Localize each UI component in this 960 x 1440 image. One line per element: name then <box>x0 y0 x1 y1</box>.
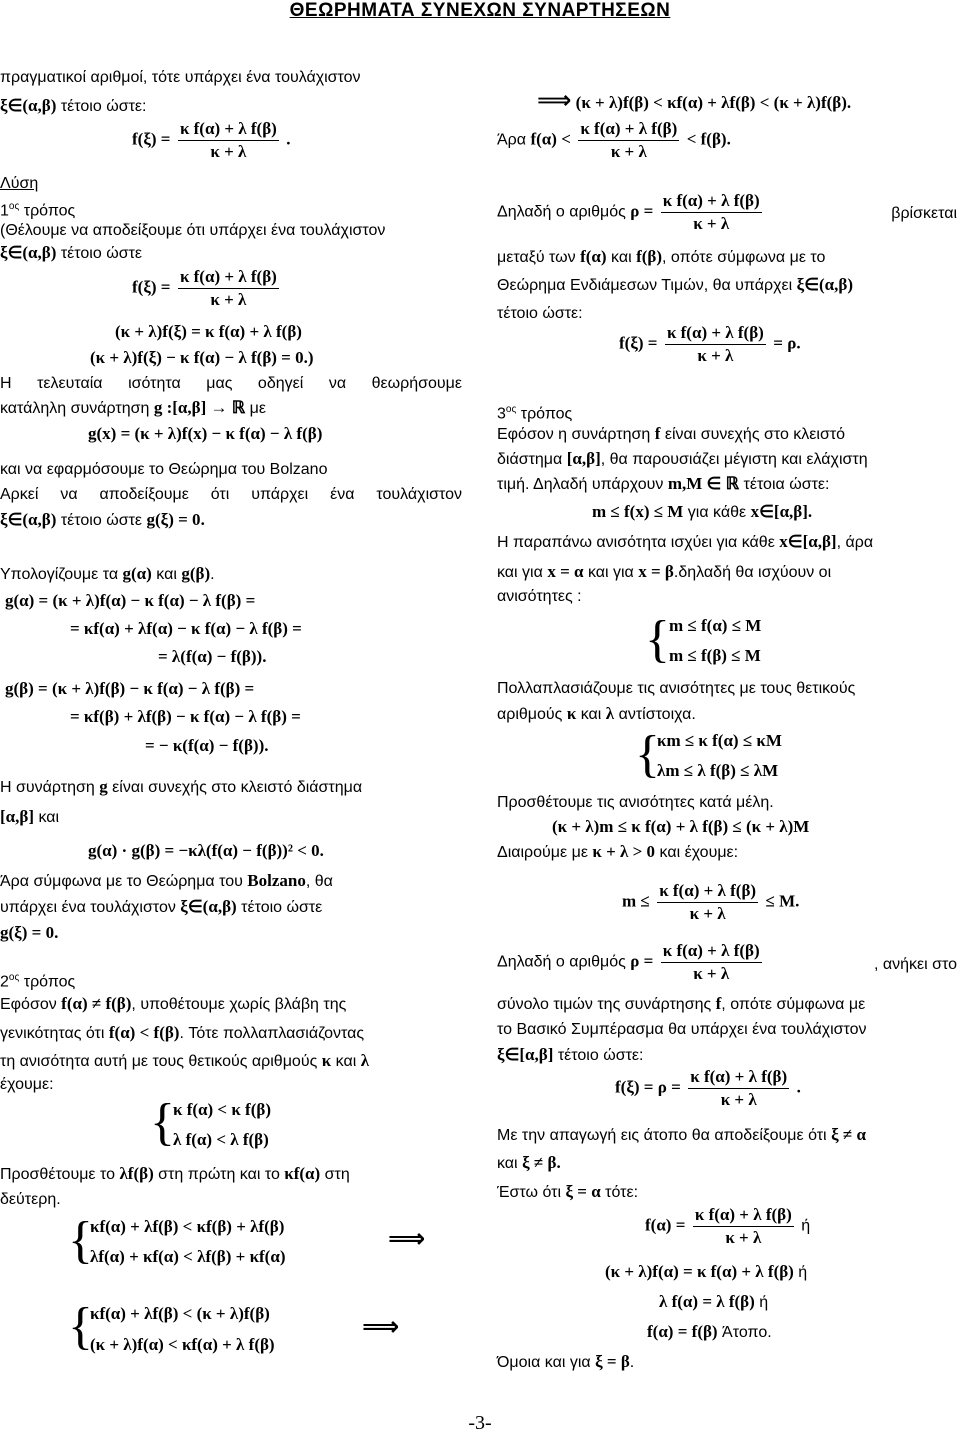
text-line: (Θέλουμε να αποδείξουμε ότι υπάρχει ένα τουλάχιστον <box>0 222 386 239</box>
text-line: Η συνάρτηση g είναι συνεχής στο κλειστό διάστημα <box>0 777 363 796</box>
equation: (κ + λ)f(α) = κ f(α) + λ f(β) ή <box>605 1262 808 1281</box>
left-brace: { <box>150 1094 175 1151</box>
equation: m ≤ f(x) ≤ M για κάθε x∈[α,β]. <box>592 502 813 521</box>
text-line: και ξ ≠ β. <box>497 1153 561 1172</box>
equation: f(α) = $\frac{\text{κ f(α) + λ f(β)}}{\kappa + \lambda}$ ή <box>645 1205 811 1247</box>
section-heading: $1^{o\varsigma}$ τρόπος <box>0 201 76 220</box>
equation: m ≤ f(α) ≤ M <box>669 616 762 635</box>
equation: = κf(α) + λf(α) − κ f(α) − λ f(β) = <box>70 619 302 638</box>
text-line: διάστημα [α,β], θα παρουσιάζει μέγιστη και ελάχιστη <box>497 449 868 468</box>
equation: f(ξ) = $\frac{\text{κ f(α) + λ f(β)}}{\kappa + \lambda}$ . <box>132 119 291 161</box>
equation: λ f(α) = λ f(β) ή <box>659 1292 769 1311</box>
implies-arrow: ⟹ <box>362 1312 400 1342</box>
equation: = κf(β) + λf(β) − κ f(α) − λ f(β) = <box>70 707 301 726</box>
equation: = − κ(f(α) − f(β)). <box>145 736 269 755</box>
right-column <box>497 0 960 1410</box>
solution-heading: Λύση <box>0 175 39 192</box>
equation: κ f(α) < κ f(β) <box>173 1100 271 1119</box>
text-line: Με την απαγωγή εις άτοπο θα αποδείξουμε ότι ξ ≠ α <box>497 1125 866 1144</box>
text-line: πραγματικοί αριθμοί, τότε υπάρχει ένα τουλάχιστον <box>0 69 361 86</box>
equation: = λ(f(α) − f(β)). <box>158 647 267 666</box>
equation: ⟹ (κ + λ)f(β) < κf(α) + λf(β) < (κ + λ)f(β). <box>537 86 852 114</box>
equation: (κ + λ)f(ξ) − κ f(α) − λ f(β) = 0.) <box>90 348 314 367</box>
text-line: ξ∈(α,β) τέτοιο ώστε <box>0 243 143 262</box>
text-line: και να εφαρμόσουμε το Θεώρημα του Bolzano <box>0 461 328 478</box>
text-line: ανισότητες : <box>497 588 582 605</box>
text-line: Προσθέτουμε τις ανισότητες κατά μέλη. <box>497 794 774 811</box>
equation: m ≤ f(β) ≤ M <box>669 646 761 665</box>
text-line: [α,β] και <box>0 807 60 826</box>
equation: (κ + λ)m ≤ κ f(α) + λ f(β) ≤ (κ + λ)M <box>552 817 810 836</box>
text-line: Θεώρημα Ενδιάμεσων Τιμών, θα υπάρχει ξ∈(α,β) <box>497 275 854 294</box>
text-line: Άρα σύμφωνα με το Θεώρημα του Bolzano, θα <box>0 871 333 890</box>
text-line: ξ∈(α,β) τέτοιο ώστε: <box>0 96 147 115</box>
equation: f(ξ) = $\frac{\text{κ f(α) + λ f(β)}}{\kappa + \lambda}$ = ρ. <box>619 323 801 365</box>
page-title: ΘΕΩΡΗΜΑΤΑ ΣΥΝΕΧΩΝ ΣΥΝΑΡΤΗΣΕΩΝ <box>289 0 671 21</box>
text-line: Πολλαπλασιάζουμε τις ανισότητες με τους θετικούς <box>497 680 856 697</box>
text-line: δεύτερη. <box>0 1191 61 1208</box>
text-line: τιμή. Δηλαδή υπάρχουν m,M ∈ ℝ τέτοια ώστε: <box>497 474 830 493</box>
text-line: Εφόσον f(α) ≠ f(β), υποθέτουμε χωρίς βλάβη της <box>0 994 347 1013</box>
equation: (κ + λ)f(α) < κf(α) + λ f(β) <box>90 1335 275 1354</box>
text-line: Όμοια και για ξ = β. <box>497 1352 635 1371</box>
text-line: ξ∈[α,β] τέτοιο ώστε: <box>497 1045 644 1064</box>
equation: Άρα f(α) < $\frac{\text{κ f(α) + λ f(β)}}{\kappa + \lambda}$ < f(β). <box>497 119 731 161</box>
text-line: αριθμούς κ και λ αντίστοιχα. <box>497 704 696 723</box>
left-brace: { <box>68 1212 93 1269</box>
equation: Δηλαδή ο αριθμός ρ = $\frac{\text{κ f(α) + λ f(β)}}{\kappa + \lambda}$ βρίσκεται <box>497 191 957 233</box>
text-line: γενικότητας ότι f(α) < f(β). Τότε πολλαπλασιάζοντας <box>0 1023 365 1042</box>
equation: Δηλαδή ο αριθμός ρ = $\frac{\text{κ f(α) + λ f(β)}}{\kappa + \lambda}$ , ανήκει στο <box>497 941 957 983</box>
text-line: Η παραπάνω ανισότητα ισχύει για κάθε x∈[α,β], άρα <box>497 532 874 551</box>
left-brace: { <box>645 611 670 668</box>
equation: g(ξ) = 0. <box>0 923 59 942</box>
left-brace: { <box>635 726 660 783</box>
left-column <box>0 0 465 1410</box>
equation: λf(α) + κf(α) < λf(β) + κf(α) <box>90 1247 286 1266</box>
equation: m ≤ $\frac{\text{κ f(α) + λ f(β)}}{\kappa + \lambda}$ ≤ M. <box>622 881 800 923</box>
equation: f(ξ) = $\frac{\text{κ f(α) + λ f(β)}}{\kappa + \lambda}$ <box>132 267 277 309</box>
equation: κm ≤ κ f(α) ≤ κM <box>657 731 782 750</box>
equation: λm ≤ λ f(β) ≤ λM <box>657 761 779 780</box>
equation: λ f(α) < λ f(β) <box>173 1130 269 1149</box>
text-line: Υπολογίζουμε τα g(α) και g(β). <box>0 564 215 583</box>
text-line: έχουμε: <box>0 1076 54 1093</box>
text-line: μεταξύ των f(α) και f(β), οπότε σύμφωνα με το <box>497 247 826 266</box>
implies-arrow: ⟹ <box>388 1224 426 1254</box>
text-line: υπάρχει ένα τουλάχιστον ξ∈(α,β) τέτοιο ώστε <box>0 897 323 916</box>
page-number: -3- <box>468 1412 492 1434</box>
equation: g(x) = (κ + λ)f(x) − κ f(α) − λ f(β) <box>88 424 323 443</box>
text-line: το Βασικό Συμπέρασμα θα υπάρχει ένα τουλάχιστον <box>497 1021 867 1038</box>
text-line: και για x = α και για x = β.δηλαδή θα ισχύουν οι <box>497 562 832 581</box>
equation: (κ + λ)f(ξ) = κ f(α) + λ f(β) <box>115 322 302 341</box>
text-line: Εφόσον η συνάρτηση f είναι συνεχής στο κλειστό <box>497 424 846 443</box>
equation: κf(α) + λf(β) < κf(β) + λf(β) <box>90 1217 285 1236</box>
text-line: σύνολο τιμών της συνάρτησης f, οπότε σύμφωνα με <box>497 994 866 1013</box>
section-heading: $2^{o\varsigma}$ τρόπος <box>0 972 76 991</box>
text-line: Η τελευταία ισότητα μας οδηγεί να θεωρήσουμε <box>0 375 462 392</box>
text-line: κατάληλη συνάρτηση g :[α,β] → ℝ με <box>0 398 267 417</box>
text-line: τέτοιο ώστε: <box>497 305 583 322</box>
equation: g(α) = (κ + λ)f(α) − κ f(α) − λ f(β) = <box>5 591 256 610</box>
text-line: Έστω ότι ξ = α τότε: <box>497 1182 639 1201</box>
section-heading: $3^{o\varsigma}$ τρόπος <box>497 404 573 423</box>
left-brace: { <box>68 1298 93 1355</box>
text-line: τη ανισότητα αυτή με τους θετικούς αριθμούς κ και λ <box>0 1051 370 1070</box>
text-line: ξ∈(α,β) τέτοιο ώστε g(ξ) = 0. <box>0 510 205 529</box>
text-line: Αρκεί να αποδείξουμε ότι υπάρχει ένα τουλάχιστον <box>0 486 462 503</box>
text-line: Προσθέτουμε το λf(β) στη πρώτη και το κf(α) στη <box>0 1164 350 1183</box>
equation: κf(α) + λf(β) < (κ + λ)f(β) <box>90 1304 270 1323</box>
equation: f(ξ) = ρ = $\frac{\text{κ f(α) + λ f(β)}}{\kappa + \lambda}$ . <box>615 1067 801 1109</box>
text-line: Διαιρούμε με κ + λ > 0 και έχουμε: <box>497 842 739 861</box>
equation: f(α) = f(β) Άτοπο. <box>647 1322 772 1341</box>
equation: g(β) = (κ + λ)f(β) − κ f(α) − λ f(β) = <box>5 679 255 698</box>
equation: g(α) · g(β) = −κλ(f(α) − f(β))² < 0. <box>88 841 324 860</box>
